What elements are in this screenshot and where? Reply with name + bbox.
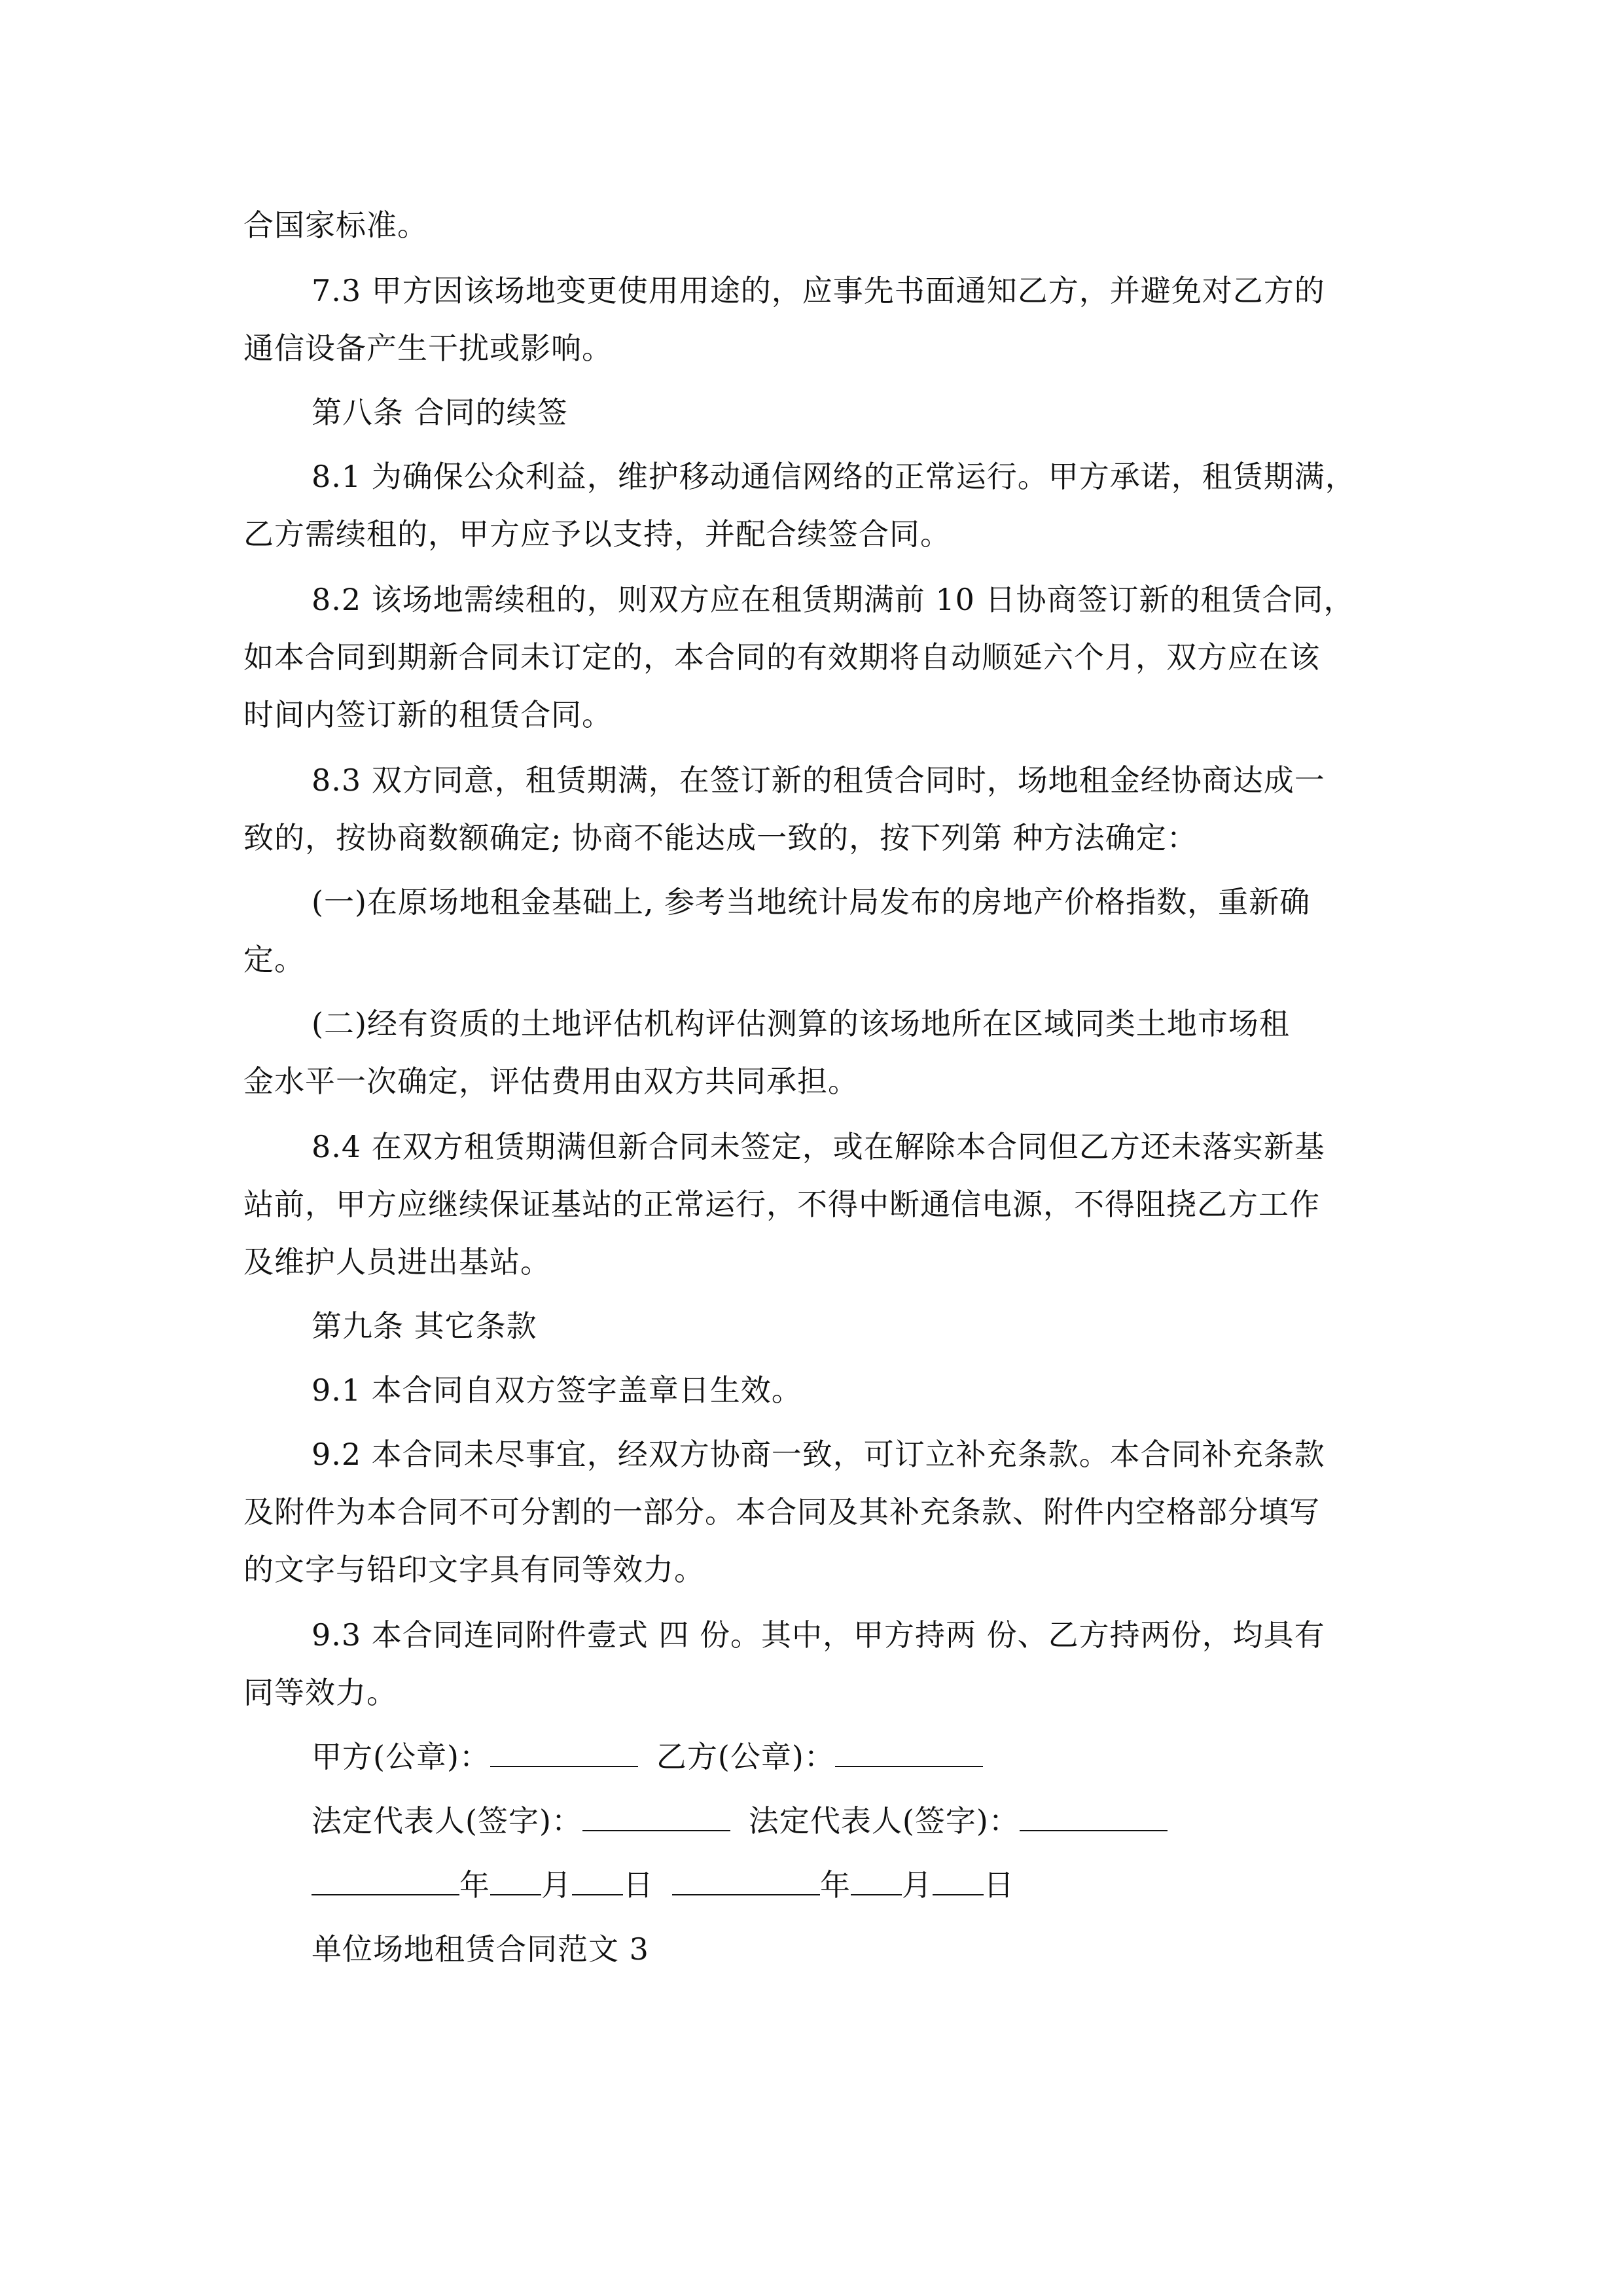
paragraph-line: 合国家标准。 [243,207,428,243]
paragraph-line: 站前，甲方应继续保证基站的正常运行，不得中断通信电源，不得阻挠乙方工作 [243,1187,1320,1222]
rep-a-label: 法定代表人(签字)： [312,1803,582,1839]
paragraph-line: 金水平一次确定，评估费用由双方共同承担。 [243,1064,859,1099]
clause-9-2: 9.2 本合同未尽事宜，经双方协商一致，可订立补充条款。本合同补充条款 [312,1437,1325,1472]
year-b-blank[interactable] [672,1865,820,1895]
article-9-heading: 第九条 其它条款 [312,1308,537,1344]
clause-8-4: 8.4 在双方租赁期满但新合同未签定，或在解除本合同但乙方还未落实新基 [312,1129,1325,1164]
year-a-blank[interactable] [312,1865,459,1895]
paragraph-line: 同等效力。 [243,1675,397,1710]
party-a-seal-blank[interactable] [490,1737,638,1767]
paragraph-line: 及附件为本合同不可分割的一部分。本合同及其补充条款、附件内空格部分填写 [243,1494,1320,1530]
next-section-heading: 单位场地租赁合同范文 3 [312,1931,649,1967]
clause-9-1: 9.1 本合同自双方签字盖章日生效。 [312,1372,802,1408]
day-label: 日 [984,1867,1014,1903]
representative-row [312,1801,1168,1840]
rep-b-label: 法定代表人(签字)： [748,1803,1020,1839]
rep-a-blank[interactable] [582,1801,730,1831]
paragraph-line: 通信设备产生干扰或影响。 [243,331,613,366]
day-a-blank[interactable] [572,1865,623,1895]
option-two: (二)经有资质的土地评估机构评估测算的该场地所在区域同类土地市场租 [312,1006,1290,1041]
clause-8-2: 8.2 该场地需续租的，则双方应在租赁期满前 10 日协商签订新的租赁合同， [312,582,1355,617]
option-one: (一)在原场地租金基础上, 参考当地统计局发布的房地产价格指数，重新确 [312,884,1311,920]
year-label: 年 [459,1867,490,1903]
article-8-heading: 第八条 合同的续签 [312,395,568,430]
clause-9-3: 9.3 本合同连同附件壹式 四 份。其中，甲方持两 份、乙方持两份，均具有 [312,1617,1325,1653]
month-a-blank[interactable] [490,1865,541,1895]
paragraph-line: 乙方需续租的，甲方应予以支持，并配合续签合同。 [243,516,951,552]
month-b-blank[interactable] [851,1865,902,1895]
month-label: 月 [541,1867,572,1903]
paragraph-line: 及维护人员进出基站。 [243,1244,551,1280]
clause-8-1: 8.1 为确保公众利益，维护移动通信网络的正常运行。甲方承诺，租赁期满， [312,459,1356,494]
paragraph-line: 致的，按协商数额确定; 协商不能达成一致的，按下列第 种方法确定： [243,820,1198,855]
month-label: 月 [902,1867,933,1903]
paragraph-line: 时间内签订新的租赁合同。 [243,697,613,732]
rep-b-blank[interactable] [1020,1801,1168,1831]
paragraph-line: 的文字与铅印文字具有同等效力。 [243,1552,705,1587]
clause-8-3: 8.3 双方同意，租赁期满，在签订新的租赁合同时，场地租金经协商达成一 [312,762,1325,798]
seal-row [312,1737,983,1776]
day-b-blank[interactable] [933,1865,984,1895]
party-b-seal-blank[interactable] [835,1737,983,1767]
paragraph-line: 如本合同到期新合同未订定的，本合同的有效期将自动顺延六个月，双方应在该 [243,639,1320,675]
day-label: 日 [623,1867,654,1903]
party-b-seal-label: 乙方(公章)： [656,1739,835,1774]
clause-7-3: 7.3 甲方因该场地变更使用用途的，应事先书面通知乙方，并避免对乙方的 [312,273,1325,308]
year-label: 年 [820,1867,851,1903]
paragraph-line: 定。 [243,942,305,977]
date-row [312,1865,1014,1905]
party-a-seal-label: 甲方(公章)： [312,1739,490,1774]
